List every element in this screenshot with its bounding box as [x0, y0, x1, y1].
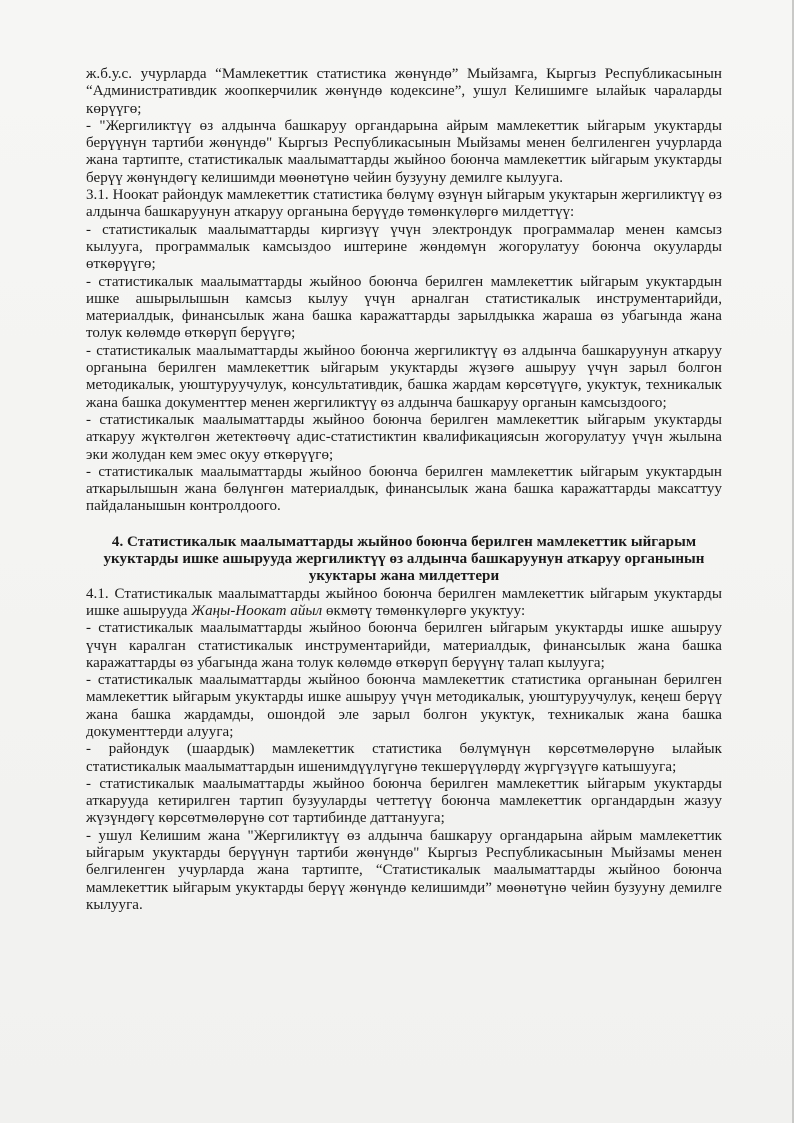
paragraph: - статистикалык маалыматтарды жыйноо боюнча жергиликтүү өз алдынча башкаруунун аткаруу органына берилген мамлекеттик ыйгарым укуктарды жүзөгө ашыруу үчүн зарыл болгон методикалык, уюштуруучулук, консультативдик, башка жардам көрсөтүүгө, укуктук, техникалык жана башка документтер менен жергиликтүү өз алдынча башкаруу органын камсыздоого; [86, 342, 722, 411]
municipality-name: Жаңы-Ноокат айыл [191, 602, 323, 619]
section-4-1-text-start: 4.1. Статистикалык маалыматтарды жыйноо боюнча берилген мамлекеттик ыйгарым укуктарды ишке ашырууда [86, 585, 722, 619]
paragraph: 3.1. Ноокат райондук мамлекеттик статистика бөлүмү өзүнүн ыйгарым укуктарын жергиликтүү өз алдынча башкаруунун аткаруу органына берүүдө төмөнкүлөргө милдеттүү: [86, 187, 722, 221]
paragraph: - "Жергиликтүү өз алдынча башкаруу органдарына айрым мамлекеттик ыйгарым укуктарды берүүнүн тартиби жөнүндө" Кыргыз Республикасынын Мыйзамы менен белгиленген учурларда жана тартипте, статистикалык маалыматтарды жыйноо боюнча мамлекеттик ыйгарым укуктарды берүү жөнүндөгү келишимди мөөнөтүнө чейин бузууну демилге кылууга. [86, 117, 722, 186]
paragraph: - ушул Келишим жана "Жергиликтүү өз алдынча башкаруу органдарына айрым мамлекеттик ыйгарым укуктарды берүүнүн тартиби жөнүндө" Кыргыз Республикасынын Мыйзамы менен белгиленген учурларда жана тартипте, “Статистикалык маалыматтарды жыйноо боюнча мамлекеттик ыйгарым укуктарды берүү жөнүндө келишимди” мөөнөтүнө чейин бузууну демилге кылууга. [86, 827, 722, 913]
section-4-1 [86, 586, 722, 621]
section-4-1-text-end: өкмөтү төмөнкүлөргө укуктуу: [322, 602, 526, 619]
paragraph: - статистикалык маалыматтарды киргизүү үчүн электрондук программалар менен камсыз кылууга, программалык камсыздоо иштерине жөндөмүн жогорулатуу боюнча окууларды өткөрүүгө; [86, 221, 722, 273]
paragraph: - райондук (шаардык) мамлекеттик статистика бөлүмүнүн көрсөтмөлөрүнө ылайык статистикалык маалыматтардын ишенимдүүлүгүнө текшерүүлөрдү жүргүзүүгө катышууга; [86, 741, 722, 775]
paragraph: - статистикалык маалыматтарды жыйноо боюнча берилген мамлекеттик ыйгарым укуктарды аткаруу жүктөлгөн жетектөөчү адис-статистиктин квалификациясын жогорулатуу үчүн жылына эки жолудан кем эмес окуу өткөрүүгө; [86, 411, 722, 463]
paragraph: - статистикалык маалыматтарды жыйноо боюнча берилген мамлекеттик ыйгарым укуктардын ишке ашырылышын камсыз кылуу үчүн арналган статистикалык инструментарийди, материалдык, финансылык жана башка каражаттарды зарылдыкка жараша өз убагында жана толук көлөмдө өткөрүп берүүгө; [86, 273, 722, 342]
document-body [86, 66, 722, 914]
paragraph: - статистикалык маалыматтарды жыйноо боюнча мамлекеттик статистика органынан берилген мамлекеттик ыйгарым укуктарды ишке ашыруу үчүн методикалык, уюштуруучулук, кеңеш берүү жана башка жардамды, ошондой эле зарыл болгон укуктук, техникалык жана башка документтерди алууга; [86, 672, 722, 740]
paragraph: - статистикалык маалыматтарды жыйноо боюнча берилген мамлекеттик ыйгарым укуктардын аткарылышын жана бөлүнгөн материалдык, финансылык жана башка каражаттарды максаттуу пайдаланышын контролдоого. [86, 463, 722, 515]
section-heading: 4. Статистикалык маалыматтарды жыйноо боюнча берилген мамлекеттик ыйгарым укуктарды ишке ашырууда жергиликтүү өз алдынча башкаруунун аткаруу органынын укуктары жана милдеттери [103, 533, 705, 585]
paragraph: ж.б.у.с. учурларда “Мамлекеттик статистика жөнүндө” Мыйзамга, Кыргыз Республикасынын “Административдик жоопкерчилик жөнүндө кодексине”, ушул Келишимге ылайык чараларды көрүүгө; [86, 66, 722, 117]
paragraph: - статистикалык маалыматтарды жыйноо боюнча берилген ыйгарым укуктарды ишке ашыруу үчүн каралган статистикалык инструментарийди, материалдык, финансылык жана башка каражаттарды өз убагында жана толук көлөмдө өткөрүп берүүнү талап кылууга; [86, 620, 722, 671]
paragraph: - статистикалык маалыматтарды жыйноо боюнча берилген мамлекеттик ыйгарым укуктарды аткарууда кетирилген тартип бузууларды четтетүү боюнча мамлекеттик органдардын жазуу жүзүндөгү көрсөтмөлөрүнө сот тартибинде даттанууга; [86, 775, 722, 827]
